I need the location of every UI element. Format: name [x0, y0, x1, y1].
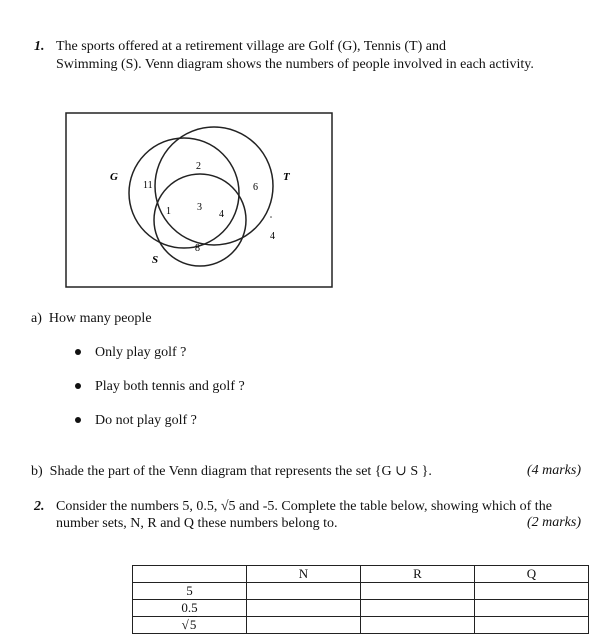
question-2-number: 2.	[34, 499, 45, 514]
count-all-three: 3	[197, 202, 202, 213]
bullet-dot	[75, 417, 81, 423]
count-tennis-swimming: 4	[219, 209, 224, 220]
table-row-label	[133, 617, 247, 634]
bullet-item	[75, 379, 245, 395]
bullet-item	[75, 345, 186, 361]
table-header-q: Q	[475, 566, 589, 583]
count-golf-swimming: 1	[166, 206, 171, 217]
question-2-marks: (2 marks)	[526, 515, 581, 530]
table-header-cell	[133, 566, 247, 583]
count-only-tennis: 6	[253, 182, 258, 193]
question-b-marks: (4 marks)	[526, 463, 581, 478]
table-row	[133, 583, 589, 600]
question-a-text: How many people	[48, 311, 152, 326]
bullet-dot	[75, 349, 81, 355]
table-cell[interactable]	[361, 600, 475, 617]
venn-diagram	[64, 110, 336, 290]
bullet-text: Only play golf ?	[95, 345, 187, 360]
table-cell[interactable]	[361, 617, 475, 634]
universal-set-box	[66, 113, 332, 287]
table-row-label: 0.5	[133, 600, 247, 617]
question-2	[34, 498, 552, 532]
question-1-number: 1.	[34, 39, 45, 54]
table-row-label: 5	[133, 583, 247, 600]
table-cell[interactable]	[475, 617, 589, 634]
sqrt-symbol: √5	[181, 617, 197, 632]
number-sets-table	[132, 565, 589, 634]
table-cell[interactable]	[361, 583, 475, 600]
question-b-label: b)	[31, 464, 43, 479]
table-row	[133, 617, 589, 634]
count-only-swimming: 8	[195, 243, 200, 254]
bullet-text: Do not play golf ?	[95, 413, 197, 428]
table-row	[133, 600, 589, 617]
table-header-n: N	[247, 566, 361, 583]
table-cell[interactable]	[475, 583, 589, 600]
table-cell[interactable]	[247, 617, 361, 634]
count-only-golf: 11	[143, 180, 153, 191]
bullet-dot	[75, 383, 81, 389]
table-cell[interactable]	[247, 583, 361, 600]
question-2-line1: Consider the numbers 5, 0.5, √5 and -5. Complete the table below, showing which of the	[56, 499, 552, 514]
bullet-item	[75, 413, 197, 429]
table-header-r: R	[361, 566, 475, 583]
question-b-text: Shade the part of the Venn diagram that represents the set {G ∪ S }.	[49, 464, 432, 479]
bullet-text: Play both tennis and golf ?	[95, 379, 245, 394]
question-a	[31, 311, 152, 327]
count-outside: 4	[270, 231, 275, 242]
stray-dot	[270, 216, 272, 218]
label-s: S	[152, 254, 159, 266]
sqrt-radicand: 5	[189, 617, 197, 632]
label-g: G	[110, 171, 118, 183]
question-1	[34, 38, 534, 74]
question-1-line1: The sports offered at a retirement village are Golf (G), Tennis (T) and	[56, 39, 446, 54]
question-b	[31, 463, 432, 480]
question-1-line2: Swimming (S). Venn diagram shows the numbers of people involved in each activity.	[56, 57, 534, 72]
table-header-row	[133, 566, 589, 583]
golf-circle	[129, 138, 239, 248]
question-2-line2: number sets, N, R and Q these numbers belong to.	[56, 516, 338, 531]
label-t: T	[283, 171, 290, 183]
count-golf-tennis: 2	[196, 161, 201, 172]
question-a-label: a)	[31, 311, 42, 326]
table-cell[interactable]	[475, 600, 589, 617]
table-cell[interactable]	[247, 600, 361, 617]
